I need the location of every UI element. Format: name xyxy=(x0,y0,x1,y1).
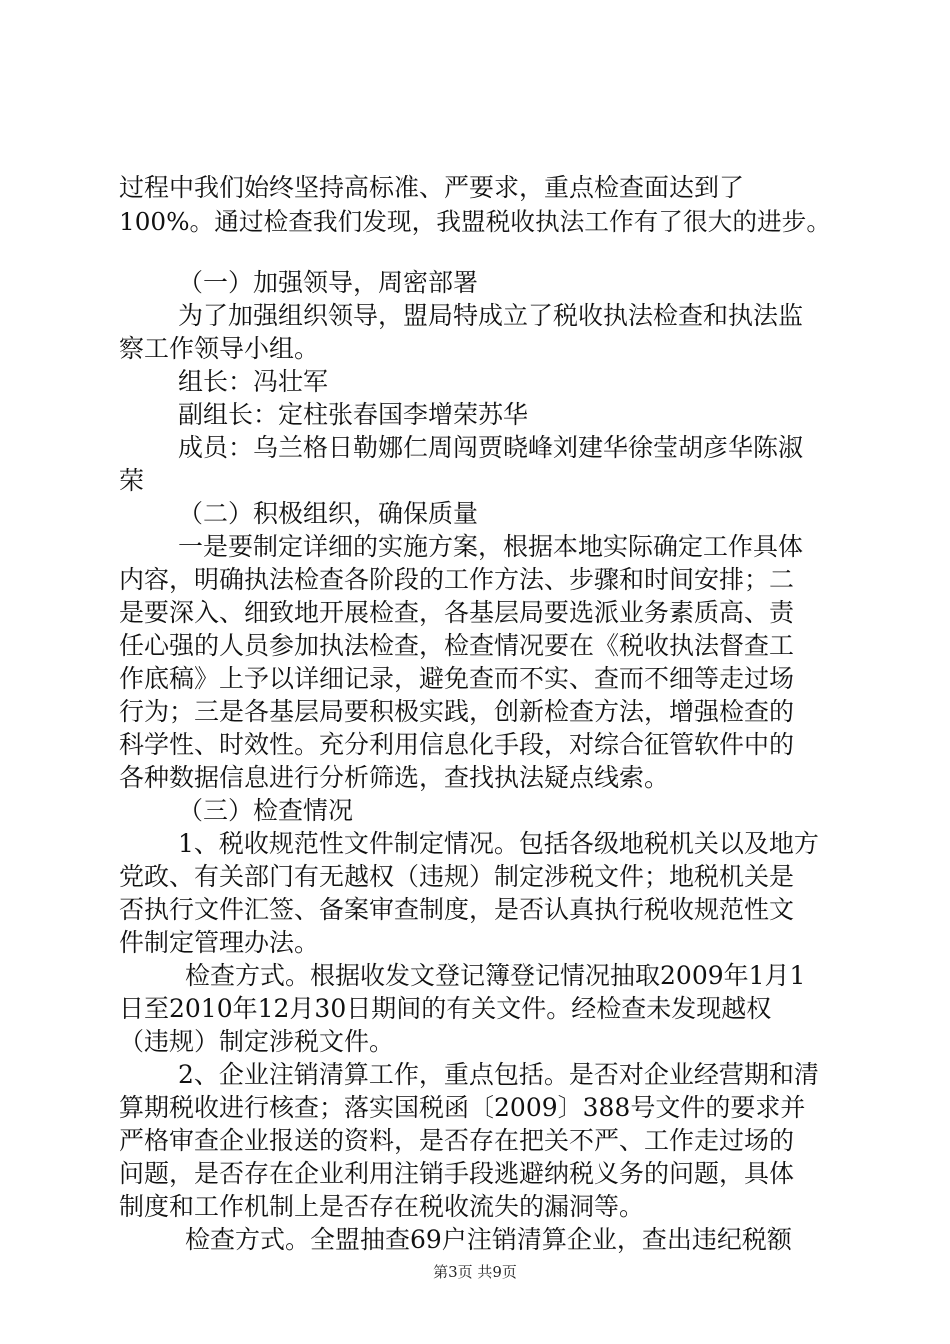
paragraph-line: （违规）制定涉税文件。 xyxy=(119,1027,395,1056)
paragraph-line: 件制定管理办法。 xyxy=(119,928,320,957)
paragraph-line: 严格审查企业报送的资料，是否存在把关不严、工作走过场的 xyxy=(119,1126,795,1155)
paragraph-line: 各种数据信息进行分析筛选，查找执法疑点线索。 xyxy=(119,763,670,792)
paragraph-line: 科学性、时效性。充分利用信息化手段，对综合征管软件中的 xyxy=(119,730,795,759)
paragraph-line: 任心强的人员参加执法检查，检查情况要在《税收执法督查工 xyxy=(119,631,795,660)
section-heading-2: （二）积极组织，确保质量 xyxy=(178,499,479,528)
paragraph-line: 2、企业注销清算工作，重点包括。是否对企业经营期和清 xyxy=(178,1060,819,1089)
members-line: 成员：乌兰格日勒娜仁周闯贾晓峰刘建华徐莹胡彦华陈淑 xyxy=(178,433,804,462)
paragraph-line: 制度和工作机制上是否存在税收流失的漏洞等。 xyxy=(119,1192,645,1221)
paragraph-line: 1、税收规范性文件制定情况。包括各级地税机关以及地方 xyxy=(178,829,819,858)
paragraph-line: 行为；三是各基层局要积极实践，创新检查方法，增强检查的 xyxy=(119,697,795,726)
paragraph-line: 是要深入、细致地开展检查，各基层局要选派业务素质高、责 xyxy=(119,598,795,627)
paragraph-line: 作底稿》上予以详细记录，避免查而不实、查而不细等走过场 xyxy=(119,664,795,693)
paragraph-line: 日至2010年12月30日期间的有关文件。经检查未发现越权 xyxy=(119,994,772,1023)
paragraph-line: 否执行文件汇签、备案审查制度，是否认真执行税收规范性文 xyxy=(119,895,795,924)
page-number-footer: 第3页 共9页 xyxy=(433,1263,517,1281)
paragraph-line: 算期税收进行核查；落实国税函〔2009〕388号文件的要求并 xyxy=(119,1093,806,1122)
paragraph-line: 内容，明确执法检查各阶段的工作方法、步骤和时间安排；二 xyxy=(119,565,795,594)
paragraph-line: 荣 xyxy=(119,466,145,495)
paragraph-line: 检查方式。根据收发文登记簿登记情况抽取2009年1月1 xyxy=(185,961,806,990)
paragraph-line: 检查方式。全盟抽查69户注销清算企业，查出违纪税额 xyxy=(185,1225,792,1254)
paragraph-line: 察工作领导小组。 xyxy=(119,334,320,363)
section-heading-1: （一）加强领导，周密部署 xyxy=(178,268,479,297)
paragraph-line: 100%。通过检查我们发现，我盟税收执法工作有了很大的进步。 xyxy=(119,207,832,236)
group-leader-line: 组长：冯壮军 xyxy=(178,367,329,396)
deputy-leader-line: 副组长：定柱张春国李增荣苏华 xyxy=(178,400,529,429)
paragraph-line: 过程中我们始终坚持高标准、严要求，重点检查面达到了 xyxy=(119,173,745,202)
paragraph-line: 党政、有关部门有无越权（违规）制定涉税文件；地税机关是 xyxy=(119,862,795,891)
paragraph-line: 一是要制定详细的实施方案，根据本地实际确定工作具体 xyxy=(178,532,804,561)
paragraph-line: 问题，是否存在企业利用注销手段逃避纳税义务的问题，具体 xyxy=(119,1159,795,1188)
paragraph-line: 为了加强组织领导，盟局特成立了税收执法检查和执法监 xyxy=(178,301,804,330)
section-heading-3: （三）检查情况 xyxy=(178,796,354,825)
